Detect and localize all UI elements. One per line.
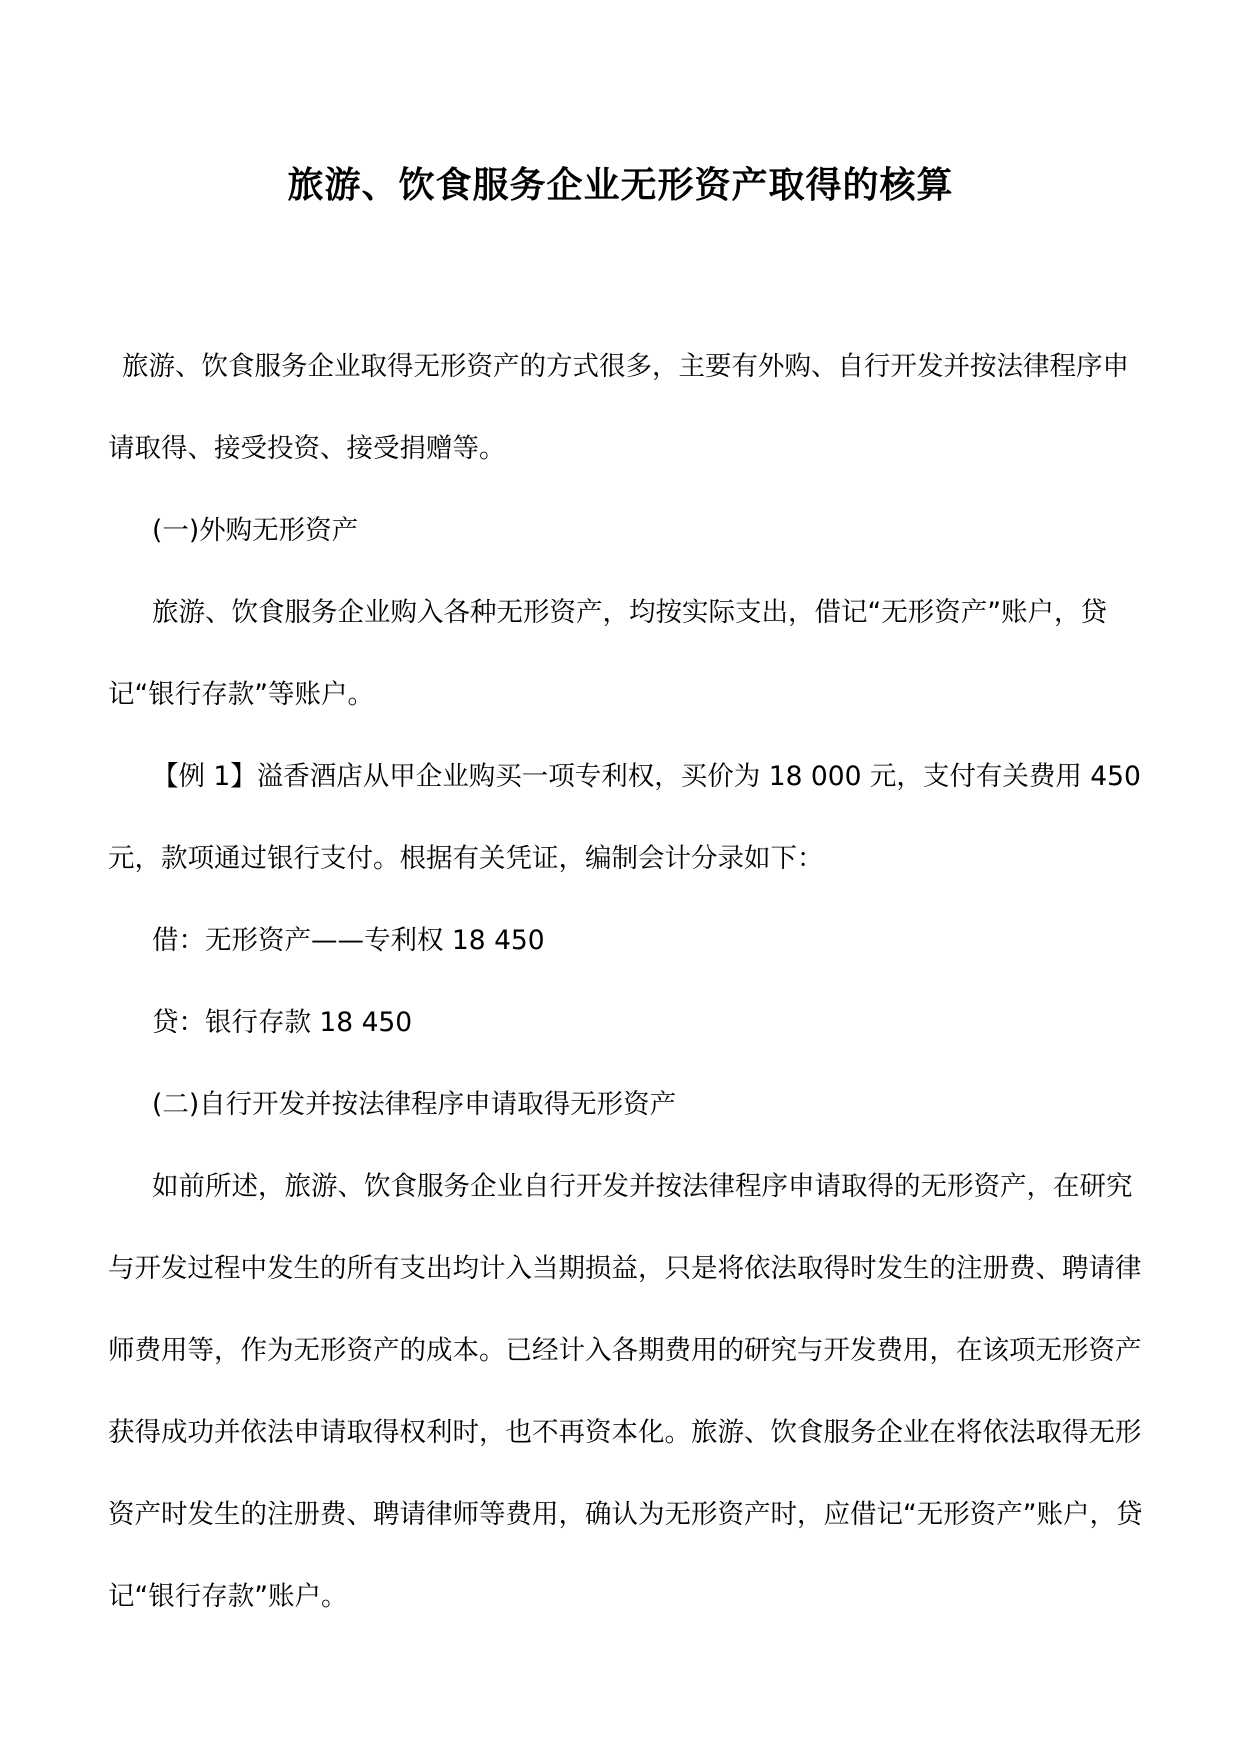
- paragraph-example-1: 【例 1】溢香酒店从甲企业购买一项专利权，买价为 18 000 元，支付有关费用 450 元，款项通过银行支付。根据有关凭证，编制会计分录如下：: [108, 761, 1141, 874]
- paragraph-purchase-rule: 旅游、饮食服务企业购入各种无形资产，均按实际支出，借记“无形资产”账户，贷记“银行存款”等账户。: [108, 597, 1107, 710]
- paragraph-intro: 旅游、饮食服务企业取得无形资产的方式很多，主要有外购、自行开发并按法律程序申请取得、接受投资、接受捐赠等。: [108, 351, 1129, 464]
- section-heading-purchase: (一)外购无形资产: [152, 515, 359, 546]
- section-heading-self-developed: (二)自行开发并按法律程序申请取得无形资产: [152, 1089, 677, 1120]
- paragraph-self-developed: 如前所述，旅游、饮食服务企业自行开发并按法律程序申请取得的无形资产，在研究与开发过程中发生的所有支出均计入当期损益，只是将依法取得时发生的注册费、聘请律师费用等，作为无形资产的成本。已经计入各期费用的研究与开发费用，在该项无形资产获得成功并依法申请取得权利时，也不再资本化。旅游、饮食服务企业在将依法取得无形资产时发生的注册费、聘请律师等费用，确认为无形资产时，应借记“无形资产”账户，贷记“银行存款”账户。: [108, 1171, 1143, 1612]
- document-title: 旅游、饮食服务企业无形资产取得的核算: [287, 164, 954, 206]
- journal-entry-debit: 借：无形资产——专利权 18 450: [152, 925, 545, 956]
- journal-entry-credit: 贷：银行存款 18 450: [152, 1007, 413, 1038]
- document-body: [108, 326, 1148, 1638]
